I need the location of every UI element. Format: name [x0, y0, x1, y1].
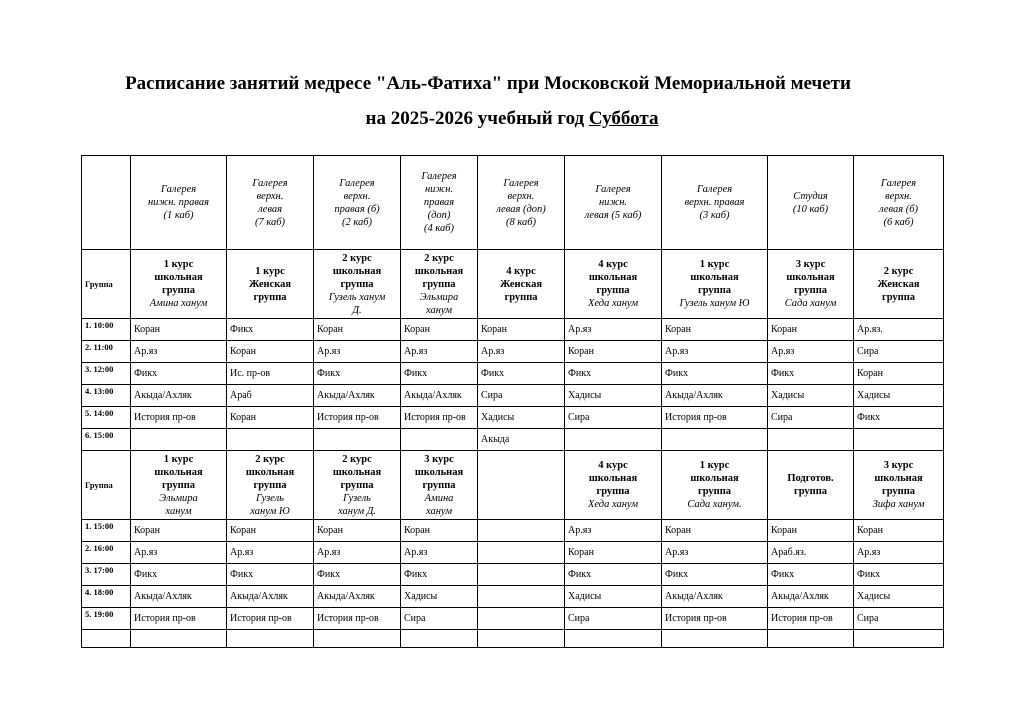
lesson-cell: Акыда/Ахляк — [131, 385, 227, 407]
lesson-cell: Хадисы — [401, 586, 478, 608]
teacher-name-line: Сада ханум — [784, 298, 837, 309]
room-name-line: верхн. — [885, 190, 912, 202]
group-name-line: 3 курс — [883, 460, 914, 471]
group-name-line: школьная — [332, 265, 382, 277]
room-name-line: правая — [423, 197, 455, 208]
lesson-cell: Фикх — [768, 564, 854, 586]
lesson-cell: Акыда/Ахляк — [768, 586, 854, 608]
group-name-line: группа — [596, 285, 630, 296]
group-cell — [478, 451, 565, 520]
lesson-cell — [478, 520, 565, 542]
lesson-cell: Фикх — [565, 564, 662, 586]
group-name-line: школьная — [414, 265, 464, 277]
room-name-line: Галерея — [595, 184, 631, 195]
room-name-line: верхн. — [256, 190, 284, 202]
empty-cell — [478, 630, 565, 648]
room-header-cell — [401, 156, 478, 250]
time-slot-label: 4. 13:00 — [82, 385, 131, 407]
group-cell — [854, 250, 944, 319]
time-slot-row — [82, 385, 944, 407]
group-name-line: группа — [340, 479, 374, 491]
teacher-name-line: Амина — [424, 492, 454, 504]
lesson-cell: Сира — [565, 608, 662, 630]
lesson-cell: Фикх — [131, 363, 227, 385]
lesson-cell: Коран — [227, 520, 314, 542]
time-slot-label: 3. 12:00 — [82, 363, 131, 385]
room-name-line: Галерея — [880, 177, 917, 189]
teacher-name-line: ханум — [165, 505, 192, 517]
lesson-cell — [227, 429, 314, 451]
lesson-cell — [401, 429, 478, 451]
group-name-line: группа — [340, 278, 374, 290]
group-name-line: школьная — [588, 473, 638, 484]
lesson-cell: Коран — [131, 520, 227, 542]
group-name-line: группа — [881, 486, 916, 497]
group-label: Группа — [82, 451, 131, 520]
group-name-line: группа — [161, 479, 196, 491]
lesson-cell: Фикх — [854, 407, 944, 429]
group-name-line: группа — [504, 291, 538, 303]
group-cell — [768, 451, 854, 520]
group-cell — [662, 250, 768, 319]
lesson-cell: Ар.яз — [401, 542, 478, 564]
group-cell — [401, 250, 478, 319]
room-name-line: (4 каб) — [423, 223, 455, 234]
lesson-cell: Ар.яз — [768, 341, 854, 363]
time-slot-row — [82, 429, 944, 451]
lesson-cell: История пр-ов — [662, 407, 768, 429]
lesson-cell: Коран — [478, 319, 565, 341]
lesson-cell: Коран — [227, 341, 314, 363]
room-name-line: Галерея — [160, 184, 197, 195]
group-name-line: школьная — [154, 466, 203, 478]
group-name-line: школьная — [874, 473, 923, 484]
lesson-cell: История пр-ов — [131, 608, 227, 630]
page-subtitle — [0, 107, 1024, 131]
lesson-cell: Коран — [768, 319, 854, 341]
teacher-name-line: ханум — [425, 304, 453, 316]
group-name-line: 3 курс — [795, 259, 826, 270]
teacher-name-line: ханум Д. — [337, 505, 376, 517]
group-cell — [314, 250, 401, 319]
lesson-cell: Ар.яз — [131, 341, 227, 363]
lesson-cell — [314, 429, 401, 451]
lesson-cell: Ар.яз. — [854, 319, 944, 341]
teacher-name-line: Сада ханум. — [687, 499, 742, 510]
group-name-line: 4 курс — [598, 259, 628, 270]
time-slot-row — [82, 542, 944, 564]
group-name-line: школьная — [690, 473, 739, 484]
group-name-line: группа — [697, 486, 732, 497]
lesson-cell: Коран — [227, 407, 314, 429]
room-header-row — [82, 156, 944, 250]
group-name-line: школьная — [786, 272, 835, 283]
room-name-line: Галерея — [252, 177, 288, 189]
schedule-table — [81, 155, 944, 648]
lesson-cell: Араб.яз. — [768, 542, 854, 564]
lesson-cell: Ар.яз — [662, 542, 768, 564]
group-name-line: школьная — [588, 272, 638, 283]
group-cell — [662, 451, 768, 520]
time-slot-label: 1. 15:00 — [82, 520, 131, 542]
lesson-cell: История пр-ов — [131, 407, 227, 429]
group-name-line: школьная — [154, 272, 203, 283]
lesson-cell: Сира — [401, 608, 478, 630]
lesson-cell — [131, 429, 227, 451]
time-slot-row — [82, 564, 944, 586]
lesson-cell: Фикх — [227, 319, 314, 341]
room-header-cell — [314, 156, 401, 250]
room-name-line: (7 каб) — [254, 216, 286, 228]
teacher-name-line: Зифа ханум — [872, 499, 925, 510]
lesson-cell: Коран — [854, 520, 944, 542]
room-name-line: (8 каб) — [505, 216, 537, 228]
lesson-cell: Коран — [768, 520, 854, 542]
lesson-cell: Коран — [401, 520, 478, 542]
group-cell — [401, 451, 478, 520]
lesson-cell: Ар.яз — [565, 319, 662, 341]
lesson-cell: Фикх — [662, 564, 768, 586]
group-cell — [227, 451, 314, 520]
lesson-cell: Акыда/Ахляк — [227, 586, 314, 608]
lesson-cell: Акыда/Ахляк — [662, 586, 768, 608]
day-of-week: Суббота — [588, 108, 659, 129]
empty-cell — [662, 630, 768, 648]
lesson-cell: Акыда/Ахляк — [131, 586, 227, 608]
room-name-line: правая (б) — [334, 203, 380, 215]
group-name-line: 2 курс — [342, 453, 372, 465]
lesson-cell — [768, 429, 854, 451]
group-name-line: Подготов. — [787, 473, 834, 484]
group-name-line: школьная — [245, 466, 295, 478]
room-header-cell — [478, 156, 565, 250]
lesson-cell — [478, 586, 565, 608]
lesson-cell: Хадисы — [565, 385, 662, 407]
lesson-cell: Ар.яз — [565, 520, 662, 542]
empty-cell — [131, 630, 227, 648]
group-name-line: группа — [793, 486, 828, 497]
lesson-cell: Коран — [401, 319, 478, 341]
teacher-name-line: Гузель ханум — [328, 291, 386, 303]
lesson-cell: Хадисы — [854, 586, 944, 608]
teacher-name-line: Гузель — [256, 492, 284, 504]
empty-cell — [565, 630, 662, 648]
room-name-line: левая (5 каб) — [584, 210, 642, 221]
group-row-afternoon — [82, 451, 944, 520]
room-name-line: Студия — [793, 190, 828, 202]
group-name-line: Женская — [248, 278, 292, 290]
room-name-line: верхн. — [507, 190, 535, 202]
lesson-cell: Ар.яз — [314, 542, 401, 564]
lesson-cell: Коран — [131, 319, 227, 341]
lesson-cell: Коран — [662, 319, 768, 341]
group-name-line: группа — [881, 291, 916, 303]
teacher-name-line: Д. — [352, 304, 362, 316]
room-name-line: (2 каб) — [341, 216, 373, 228]
lesson-cell: Коран — [662, 520, 768, 542]
lesson-cell — [478, 608, 565, 630]
group-name-line: 1 курс — [163, 259, 194, 270]
group-cell — [227, 250, 314, 319]
room-name-line: верхн. — [343, 190, 371, 202]
lesson-cell: Сира — [565, 407, 662, 429]
time-slot-row — [82, 520, 944, 542]
group-name-line: 1 курс — [699, 460, 730, 471]
lesson-cell: Фикх — [401, 363, 478, 385]
empty-cell — [401, 630, 478, 648]
room-name-line: (3 каб) — [699, 210, 730, 221]
time-slot-row — [82, 407, 944, 429]
room-name-line: (1 каб) — [163, 210, 194, 221]
lesson-cell: Фикх — [401, 564, 478, 586]
lesson-cell: История пр-ов — [314, 608, 401, 630]
group-row-morning — [82, 250, 944, 319]
time-slot-label: 4. 18:00 — [82, 586, 131, 608]
group-name-line: школьная — [332, 466, 382, 478]
group-cell — [768, 250, 854, 319]
group-name-line: группа — [422, 479, 456, 491]
empty-cell — [854, 630, 944, 648]
lesson-cell — [662, 429, 768, 451]
group-name-line: 1 курс — [163, 453, 194, 465]
room-name-line: (6 каб) — [883, 216, 914, 228]
room-name-line: (10 каб) — [792, 203, 829, 215]
lesson-cell: Ар.яз — [662, 341, 768, 363]
time-slot-label: 1. 10:00 — [82, 319, 131, 341]
lesson-cell: Коран — [314, 319, 401, 341]
lesson-cell — [478, 542, 565, 564]
empty-cell — [768, 630, 854, 648]
lesson-cell: Фикх — [768, 363, 854, 385]
group-name-line: 2 курс — [342, 252, 372, 264]
group-name-line: 3 курс — [424, 453, 454, 465]
room-name-line: левая (доп) — [496, 203, 546, 215]
time-slot-label: 6. 15:00 — [82, 429, 131, 451]
lesson-cell: Ар.яз — [854, 542, 944, 564]
teacher-name-line: Хеда ханум — [587, 499, 639, 510]
lesson-cell — [854, 429, 944, 451]
teacher-name-line: Эльмира — [419, 291, 459, 303]
group-cell — [314, 451, 401, 520]
lesson-cell: Ар.яз — [314, 341, 401, 363]
group-name-line: 4 курс — [506, 265, 536, 277]
lesson-cell: Ар.яз — [131, 542, 227, 564]
lesson-cell: Фикх — [314, 363, 401, 385]
lesson-cell: Фикх — [314, 564, 401, 586]
time-slot-row — [82, 341, 944, 363]
time-slot-label: 5. 14:00 — [82, 407, 131, 429]
lesson-cell: История пр-ов — [314, 407, 401, 429]
lesson-cell — [565, 429, 662, 451]
lesson-cell: Араб — [227, 385, 314, 407]
room-name-line: нижн. — [424, 184, 454, 195]
lesson-cell: Фикх — [662, 363, 768, 385]
group-cell — [854, 451, 944, 520]
group-name-line: школьная — [414, 466, 464, 478]
room-header-cell — [131, 156, 227, 250]
group-name-line: 2 курс — [255, 453, 285, 465]
lesson-cell: История пр-ов — [227, 608, 314, 630]
lesson-cell: Фикх — [854, 564, 944, 586]
group-name-line: 1 курс — [699, 259, 730, 270]
lesson-cell: История пр-ов — [768, 608, 854, 630]
group-name-line: 2 курс — [883, 265, 914, 277]
lesson-cell: Акыда/Ахляк — [662, 385, 768, 407]
room-header-cell — [854, 156, 944, 250]
group-name-line: Женская — [499, 278, 543, 290]
group-name-line: группа — [253, 479, 287, 491]
empty-cell — [227, 630, 314, 648]
lesson-cell: Акыда/Ахляк — [314, 385, 401, 407]
teacher-name-line: Хеда ханум — [587, 298, 639, 309]
group-name-line: группа — [793, 285, 828, 296]
group-cell — [565, 250, 662, 319]
time-slot-label: 3. 17:00 — [82, 564, 131, 586]
room-header-cell — [565, 156, 662, 250]
lesson-cell: Хадисы — [478, 407, 565, 429]
lesson-cell: Ар.яз — [401, 341, 478, 363]
group-label: Группа — [82, 250, 131, 319]
group-name-line: группа — [422, 278, 456, 290]
room-name-line: Галерея — [503, 177, 539, 189]
group-cell — [478, 250, 565, 319]
lesson-cell: Фикх — [131, 564, 227, 586]
lesson-cell: Акыда — [478, 429, 565, 451]
group-name-line: 4 курс — [598, 460, 628, 471]
lesson-cell: История пр-ов — [662, 608, 768, 630]
corner-cell — [82, 156, 131, 250]
time-slot-label: 2. 16:00 — [82, 542, 131, 564]
lesson-cell: Сира — [478, 385, 565, 407]
room-header-cell — [768, 156, 854, 250]
teacher-name-line: ханум Ю — [250, 505, 290, 517]
room-header-cell — [227, 156, 314, 250]
group-name-line: группа — [596, 486, 630, 497]
group-name-line: группа — [161, 285, 196, 296]
time-slot-row — [82, 319, 944, 341]
group-name-line: группа — [253, 291, 287, 303]
empty-cell — [314, 630, 401, 648]
lesson-cell: Акыда/Ахляк — [314, 586, 401, 608]
lesson-cell: Коран — [854, 363, 944, 385]
lesson-cell: Ис. пр-ов — [227, 363, 314, 385]
lesson-cell: Акыда/Ахляк — [401, 385, 478, 407]
room-name-line: нижн. правая — [147, 197, 210, 208]
lesson-cell: История пр-ов — [401, 407, 478, 429]
lesson-cell: Ар.яз — [227, 542, 314, 564]
page-title: Расписание занятий медресе "Аль-Фатиха" при Московской Мемориальной мечети — [125, 73, 851, 94]
lesson-cell: Хадисы — [565, 586, 662, 608]
room-name-line: Галерея — [339, 177, 375, 189]
empty-cell — [82, 630, 131, 648]
room-header-cell — [662, 156, 768, 250]
lesson-cell: Коран — [314, 520, 401, 542]
group-cell — [565, 451, 662, 520]
group-name-line: школьная — [690, 272, 739, 283]
time-slot-row — [82, 608, 944, 630]
lesson-cell: Хадисы — [768, 385, 854, 407]
lesson-cell: Ар.яз — [478, 341, 565, 363]
teacher-name-line: Гузель — [343, 492, 371, 504]
lesson-cell: Сира — [854, 608, 944, 630]
time-slot-label: 2. 11:00 — [82, 341, 131, 363]
room-name-line: нижн. — [598, 197, 628, 208]
teacher-name-line: Эльмира — [159, 492, 198, 504]
room-name-line: верхн. правая — [684, 197, 745, 208]
teacher-name-line: ханум — [425, 505, 453, 517]
group-cell — [131, 451, 227, 520]
teacher-name-line: Амина ханум — [149, 298, 208, 309]
teacher-name-line: Гузель ханум Ю — [679, 298, 750, 309]
lesson-cell: Фикх — [478, 363, 565, 385]
group-name-line: Женская — [877, 278, 920, 290]
time-slot-row — [82, 363, 944, 385]
room-name-line: левая — [257, 203, 283, 215]
room-name-line: левая (б) — [878, 203, 919, 215]
lesson-cell: Фикх — [565, 363, 662, 385]
lesson-cell: Коран — [565, 341, 662, 363]
group-name-line: группа — [697, 285, 732, 296]
lesson-cell — [478, 564, 565, 586]
room-name-line: Галерея — [421, 171, 457, 182]
time-slot-row — [82, 586, 944, 608]
empty-row — [82, 630, 944, 648]
group-name-line: 2 курс — [424, 252, 454, 264]
room-name-line: (доп) — [427, 210, 451, 221]
lesson-cell: Хадисы — [854, 385, 944, 407]
group-cell — [131, 250, 227, 319]
lesson-cell: Сира — [854, 341, 944, 363]
group-name-line: 1 курс — [255, 265, 285, 277]
lesson-cell: Фикх — [227, 564, 314, 586]
lesson-cell: Сира — [768, 407, 854, 429]
lesson-cell: Коран — [565, 542, 662, 564]
time-slot-label: 5. 19:00 — [82, 608, 131, 630]
room-name-line: Галерея — [696, 184, 733, 195]
school-year-text: на 2025-2026 учебный год — [365, 108, 589, 129]
